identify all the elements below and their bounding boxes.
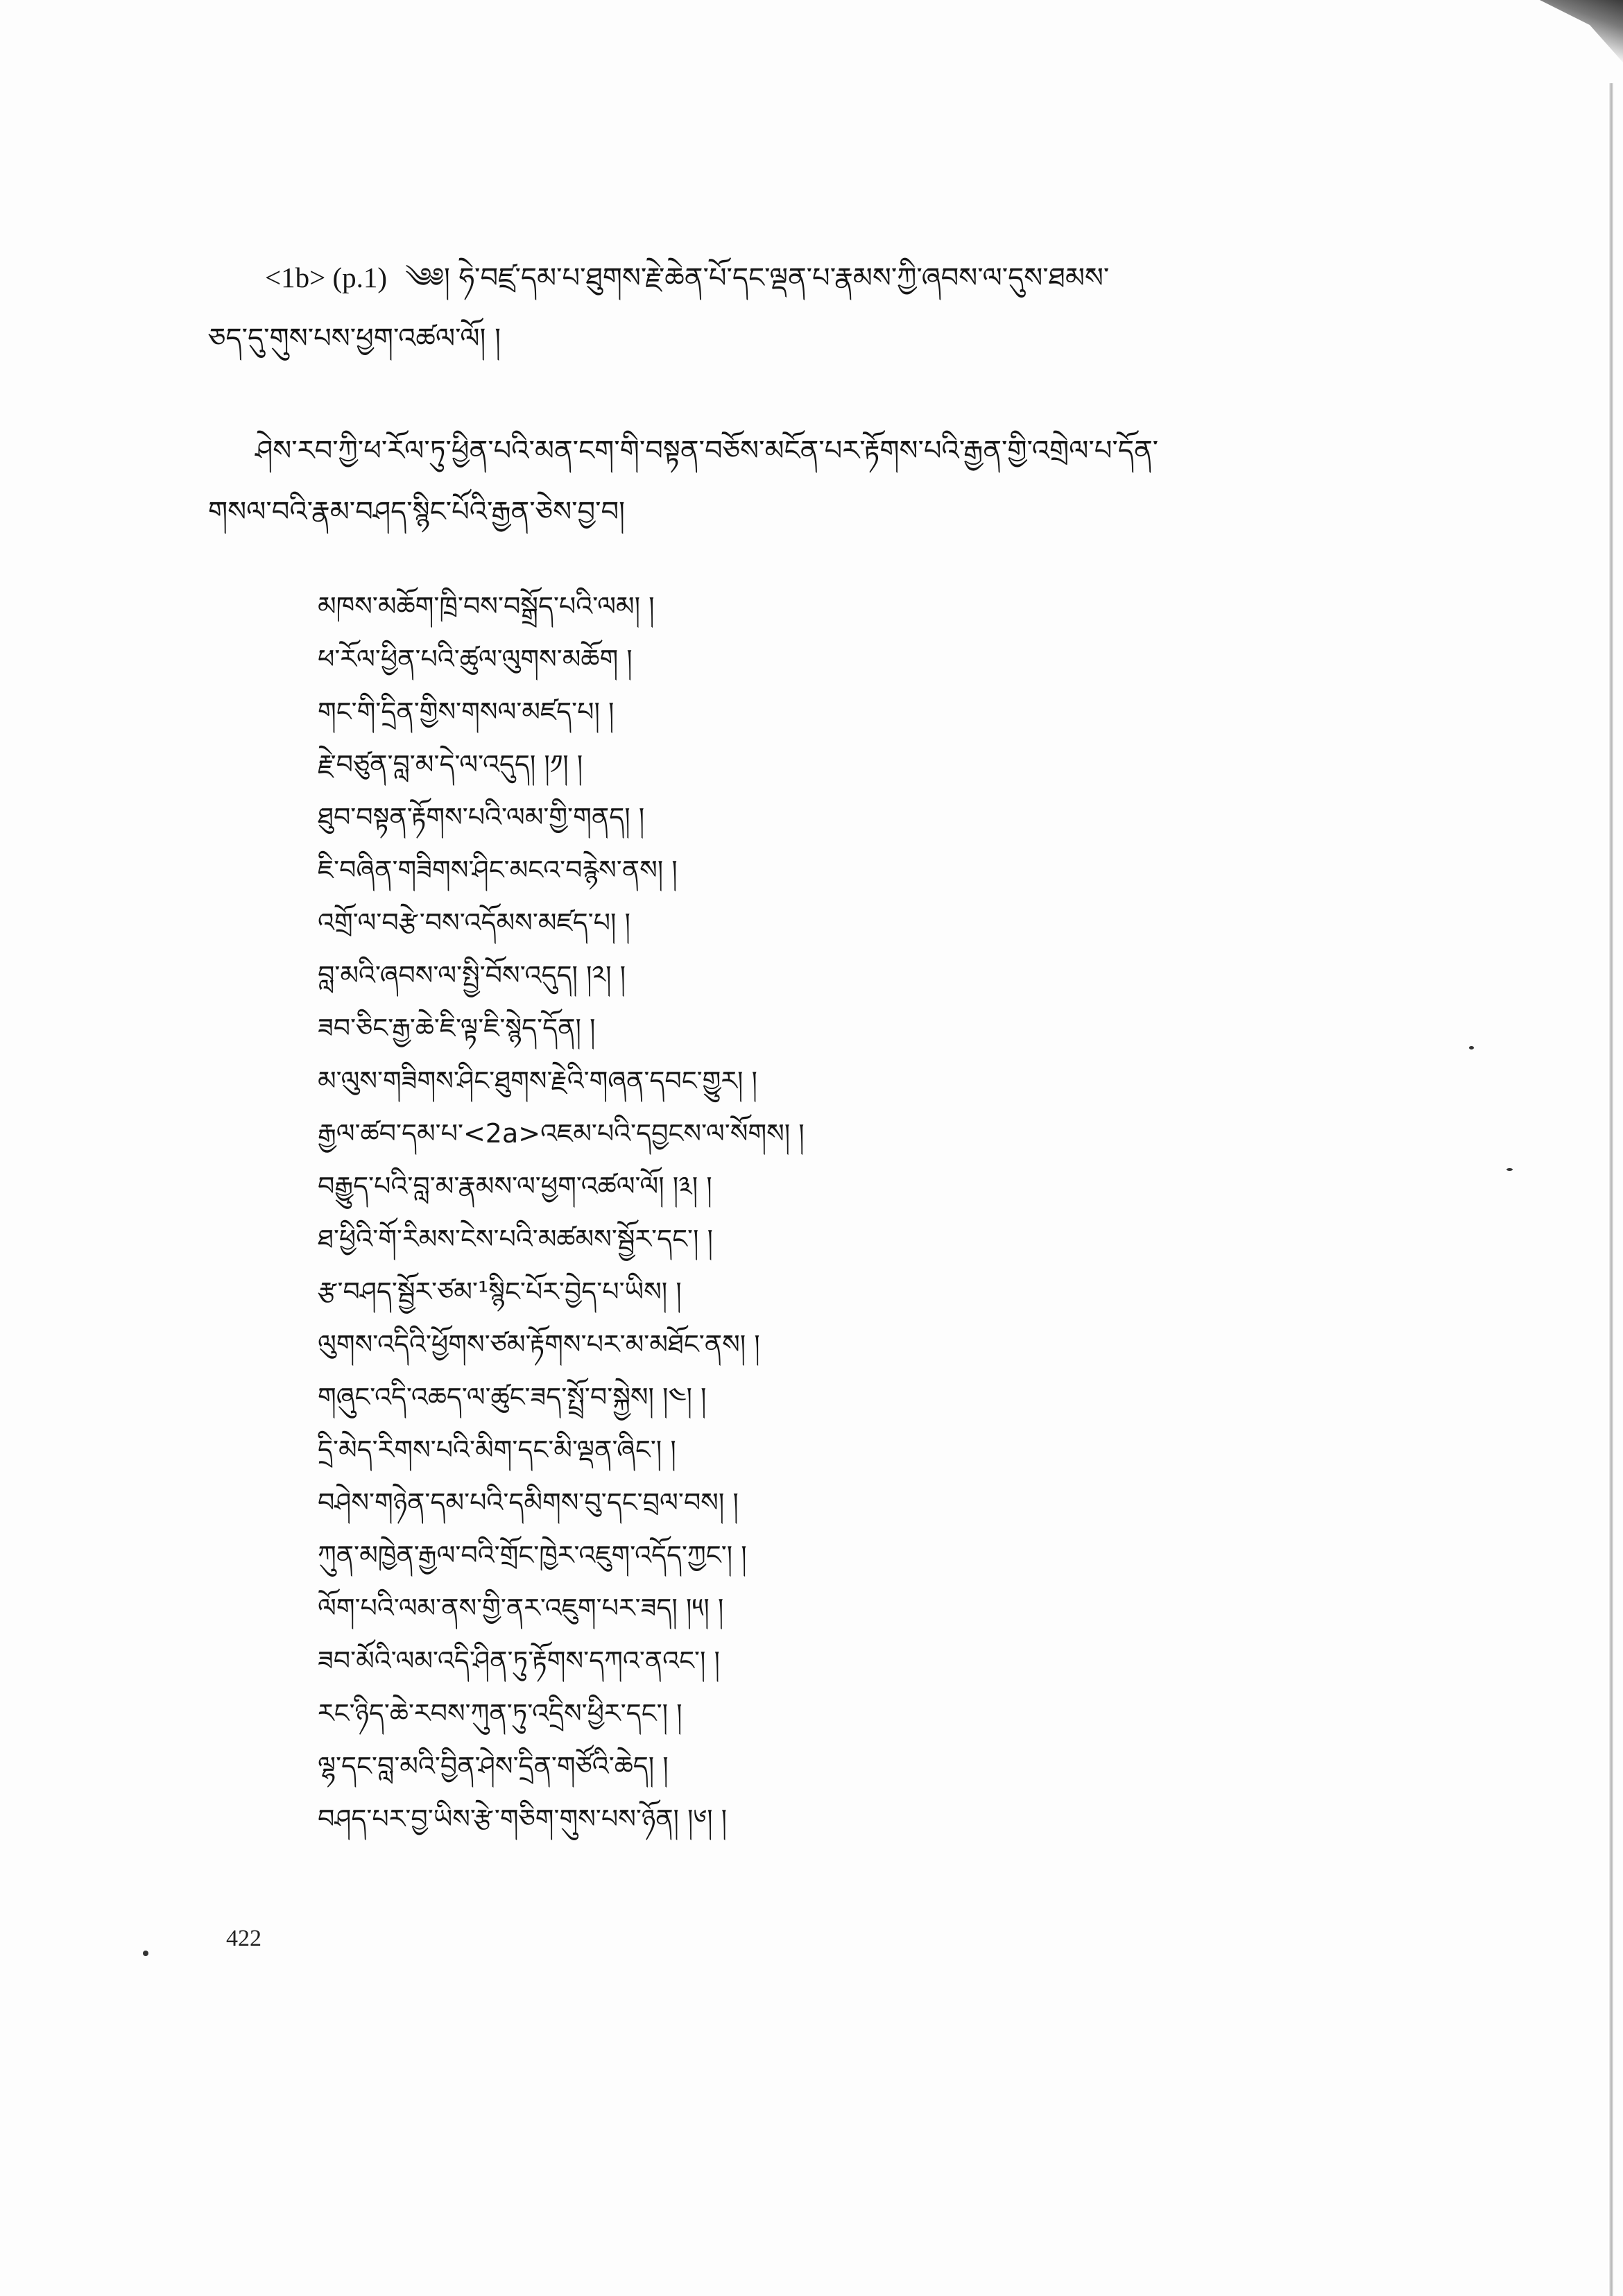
scan-speck <box>143 1951 148 1956</box>
verse-line: ཀུན་མཁྱེན་རྒྱལ་བའི་གྲོང་ཁྱེར་འཇུག་འདོད་ཀྱང་། ། <box>318 1540 747 1570</box>
verse-line: གང་གི་དྲིན་གྱིས་གསལ་མཛད་པ། ། <box>318 696 615 727</box>
verse-line: ལྷ་དང་བླ་མའི་བྱིན་ཤེས་དྲིན་གཙོའི་ཆེད། ། <box>318 1751 669 1781</box>
verse-line: ཟབ་མོའི་ལམ་འདི་ཤིན་ཏུ་རྟོགས་དཀའ་ནའང་། ། <box>318 1645 720 1676</box>
header-text-continued: ཅད་དུ་གུས་པས་ཕྱག་འཚལ་ལོ། ། <box>208 323 501 354</box>
verse-line: བཤད་པར་བྱ་ཡིས་རྩེ་གཅིག་གུས་པས་ཉོན། །༦། ། <box>318 1804 728 1834</box>
verse-line: དྲི་མེད་རིགས་པའི་མིག་དང་མི་ལྡན་ཞིང་། ། <box>318 1434 676 1465</box>
verse-line: མ་ལུས་གཟིགས་ཤིང་ཐུགས་རྗེའི་གཞན་དབང་གྱུར། ། <box>318 1065 757 1096</box>
verse-line: ལོག་པའི་ལམ་ནས་གྱི་ནར་འཇུག་པར་ཟད། །༥། ། <box>318 1593 724 1623</box>
verse-line: ཐ་ཕྱིའི་གོ་རིམས་ངེས་པའི་མཚམས་སྦྱོར་དང་། ། <box>318 1224 713 1254</box>
verse-line: རྩ་བཤད་སྦྱོར་ཙམ་¹སྙིང་པོར་བྱེད་པ་ཡིས། ། <box>318 1276 682 1307</box>
verse-line: ཐུབ་བསྟན་རྟོགས་པའི་ལམ་གྱི་གནད། ། <box>318 802 645 832</box>
verse-line: བརྒྱུད་པའི་བླ་མ་རྣམས་ལ་ཕྱག་འཚལ་ལོ། །༣། ། <box>318 1171 712 1201</box>
verse-line: རྒྱལ་ཚབ་དམ་པ་<2a>འཇམ་པའི་དབྱངས་ལ་སོགས། ། <box>318 1118 805 1149</box>
verse-line: ཕ་རོལ་ཕྱིན་པའི་ཚུལ་ལུགས་མཆོག ། <box>318 644 633 674</box>
verse-line: རང་ཉིད་ཆེ་རབས་ཀུན་ཏུ་འདྲིས་ཕྱིར་དང་། ། <box>318 1698 682 1729</box>
verse-line: གཞུང་འདི་འཆད་ལ་ཚུང་ཟད་སྤྲོ་བ་སྐྱེས། །༤། ། <box>318 1382 707 1412</box>
verse-line: རྗེ་བཙུན་བླ་མ་དེ་ལ་འདུད། །༡། ། <box>318 749 583 780</box>
verse-line: བཤེས་གཉེན་དམ་པའི་དམིགས་བུ་དང་བྲལ་བས། ། <box>318 1487 739 1518</box>
verse-line: འགྲོ་ལ་བརྩེ་བས་འདོམས་མཛད་པ། ། <box>318 907 630 938</box>
scan-edge-shadow <box>1609 83 1613 2296</box>
folio-tag: <1b> (p.1) <box>265 262 388 293</box>
verse-line: བླ་མའི་ཞབས་ལ་སྤྱི་བོས་འདུད། །༢། ། <box>318 960 626 991</box>
verse-line: ལུགས་འདིའི་ཕྱོགས་ཙམ་རྟོགས་པར་མ་མཐོང་ནས། ། <box>318 1329 760 1360</box>
verse-list <box>318 580 1358 1845</box>
page-number: 422 <box>226 1926 261 1951</box>
document-title-continued: གསལ་བའི་རྣམ་བཤད་སྙིང་པོའི་རྒྱན་ཅེས་བྱ་བ། <box>208 496 626 528</box>
document-title: ཤེས་རབ་ཀྱི་ཕ་རོལ་ཏུ་ཕྱིན་པའི་མན་ངག་གི་བསྟན་བཅོས་མངོན་པར་རྟོགས་པའི་རྒྱན་གྱི་འགྲེལ་པ་དོན་ <box>255 435 1159 467</box>
verse-line: ཇི་བཞིན་གཟིགས་ཤིང་མངའ་བརྙེས་ནས། ། <box>318 855 678 885</box>
scan-corner-shadow <box>1540 0 1623 62</box>
scan-speck <box>1469 1046 1474 1050</box>
scan-speck <box>1506 1168 1513 1171</box>
verse-line: མཁས་མཆོག་ཁྲི་བས་བསྒྲོད་པའི་ལམ། ། <box>318 591 655 622</box>
header-text: ༄༅། ཧེ་བཛྲ་དམ་པ་ཐུགས་རྗེ་ཆེན་པོ་དང་ལྡན་པ་རྣམས་ཀྱི་ཞབས་ལ་དུས་ཐམས་ <box>405 262 1110 294</box>
verse-line: ཟབ་ཅིང་རྒྱ་ཆེ་ཇི་ལྟ་ཇི་སྙེད་དོན། ། <box>318 1013 596 1043</box>
page-header <box>265 255 1416 300</box>
